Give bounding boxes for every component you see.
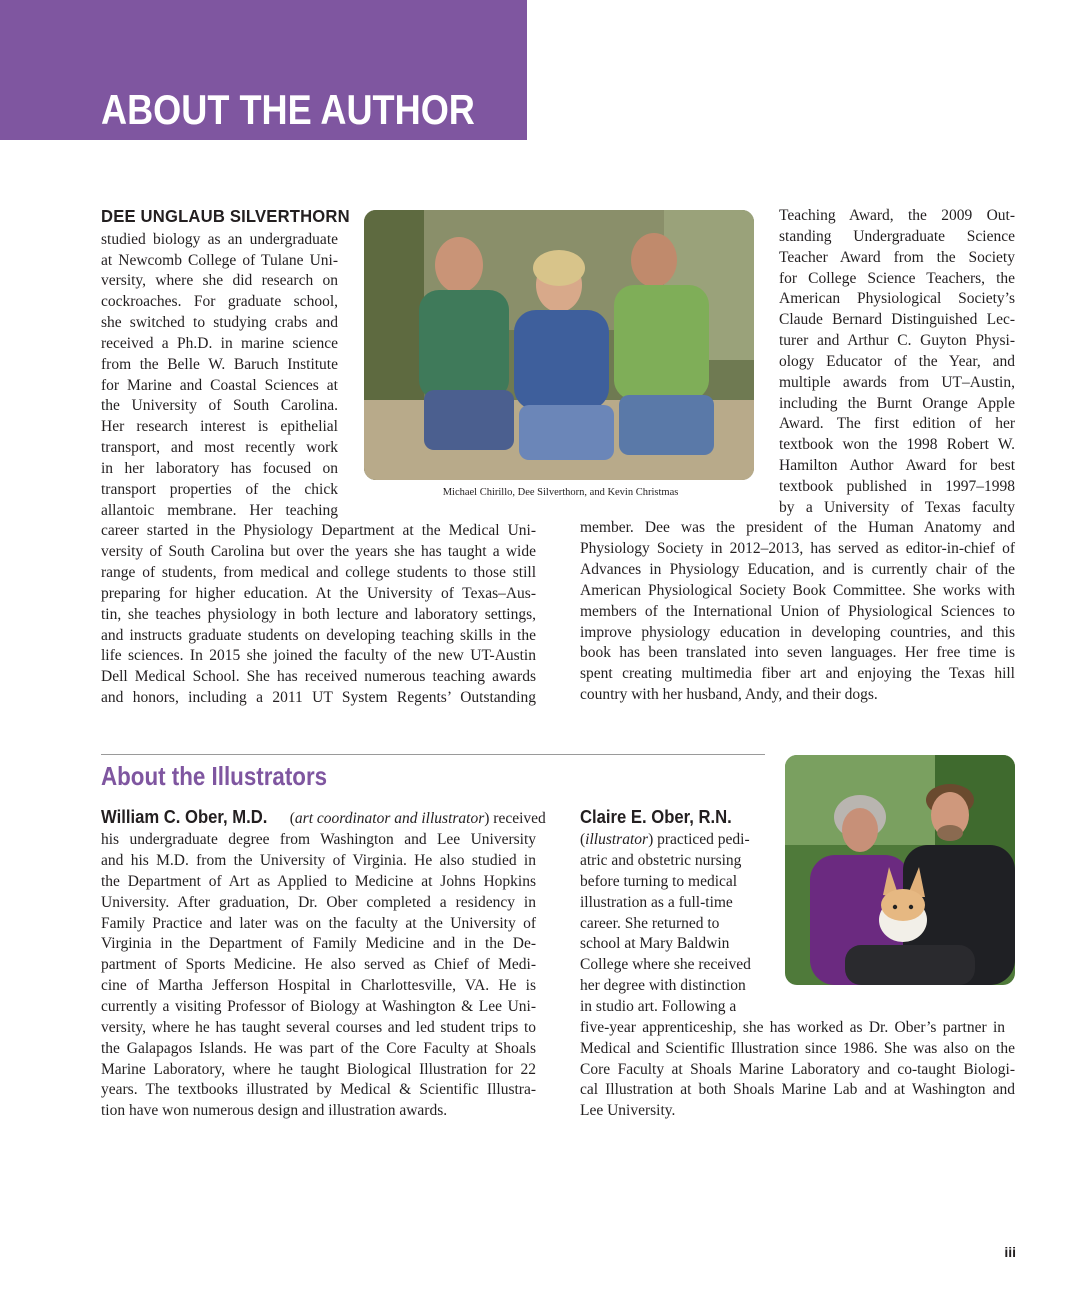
bio-line: country with her husband, Andy, and their dogs. (580, 686, 878, 703)
illustrator-name-claire-line (580, 806, 780, 828)
bio-line: ology Educator of the Year, and (779, 353, 1015, 370)
bio-line: including the Burnt Orange Apple (779, 395, 1015, 412)
bio-line: Hamilton Author Award for best (779, 457, 1015, 474)
illustrator-name-william: William C. Ober, M.D. (101, 806, 268, 827)
bio-line: years. The textbooks illustrated by Medical & Scientific Illustra- (101, 1081, 536, 1098)
bio-line: and honors, including a 2011 UT System Regents’ Outstanding (101, 689, 536, 706)
bio-line: his undergraduate degree from Washington and Lee University (101, 831, 536, 848)
bio-line: turer and Arthur C. Guyton Physi- (779, 332, 1015, 349)
bio-line: at Newcomb College of Tulane Uni- (101, 252, 338, 269)
bio-line: Physiology Society in 2012–2013, has served as editor-in-chief of (580, 540, 1015, 557)
bio-line: in her laboratory has focused on (101, 460, 338, 477)
bio-line: she switched to studying crabs and (101, 314, 338, 331)
claire-first-line: (illustrator) practiced pedi- (580, 831, 750, 848)
bio-line: from the Belle W. Baruch Institute (101, 356, 338, 373)
bio-line: Teacher Award from the Society (779, 249, 1015, 266)
photo-caption: Michael Chirillo, Dee Silverthorn, and Kevin Christmas (442, 487, 679, 498)
bio-line: and his M.D. from the University of Virginia. He also studied in (101, 852, 536, 869)
bio-line: transport properties of the chick (101, 481, 338, 498)
claire-role: illustrator (585, 831, 649, 848)
bio-line: members of the International Union of Physiological Sciences to (580, 603, 1015, 620)
bio-line: cine of Martha Jefferson Hospital in Charlottesville, VA. He is (101, 977, 536, 994)
bio-line: book has been translated into seven languages. Her free time is (580, 644, 1015, 661)
illustrator-name-claire: Claire E. Ober, R.N. (580, 806, 732, 827)
bio-line: studied biology as an undergraduate (101, 231, 338, 248)
bio-line: illustration as a full-time (580, 894, 733, 911)
bio-line: and instructs graduate students on developing teaching skills in the (101, 627, 536, 644)
bio-line: versity, where he has taught several courses and led student trips to (101, 1019, 536, 1036)
bio-line: spent creating multimedia fiber art and enjoying the Texas hill (580, 665, 1015, 682)
bio-line: career started in the Physiology Department at the Medical Uni- (101, 522, 536, 539)
bio-line: tin, she teaches physiology in both lecture and laboratory settings, (101, 606, 536, 623)
bio-line: College where she received (580, 956, 751, 973)
bio-line: currently a visiting Professor of Biology at Washington & Lee Uni- (101, 998, 536, 1015)
bio-line: partment of Sports Medicine. He also served as Chief of Medi- (101, 956, 536, 973)
bio-line: range of students, from medical and college students to those still (101, 564, 536, 581)
bio-line: improve physiology education in developing countries, and this (580, 624, 1015, 641)
author-photo (364, 210, 754, 480)
bio-line: cal Illustration at both Shoals Marine Lab and at Washington and (580, 1081, 1015, 1098)
bio-line: University. After graduation, Dr. Ober completed a residency in (101, 894, 536, 911)
bio-line: school at Mary Baldwin (580, 935, 730, 952)
bio-line: cockroaches. For graduate school, (101, 293, 338, 310)
william-first-line-tail: received (493, 810, 546, 827)
bio-line: the Department of Art as Applied to Medicine at Johns Hopkins (101, 873, 536, 890)
bio-line: Medical and Scientific Illustration since 1986. She was also on the (580, 1040, 1015, 1057)
illustrators-heading: About the Illustrators (101, 761, 328, 791)
bio-line: tion have won numerous design and illustration awards. (101, 1102, 448, 1119)
bio-line: Virginia in the Department of Family Medicine and in the De- (101, 935, 536, 952)
bio-line: multiple awards from UT–Austin, (779, 374, 1015, 391)
bio-line: before turning to medical (580, 873, 738, 890)
claire-first-line-tail: practiced pedi- (657, 831, 750, 848)
bio-line: her degree with distinction (580, 977, 746, 994)
bio-line: life sciences. In 2015 she joined the faculty of the new UT-Austin (101, 647, 536, 664)
bio-line: Her research interest is epithelial (101, 418, 338, 435)
section-divider (101, 754, 765, 755)
header-banner (0, 0, 527, 140)
bio-line: allantoic membrane. Her teaching (101, 502, 338, 519)
william-role: art coordinator and illustrator (294, 810, 485, 827)
bio-line: in studio art. Following a (580, 998, 737, 1015)
bio-line: Marine Laboratory, where he taught Biological Illustration for 22 (101, 1061, 536, 1078)
bio-line: career. She returned to (580, 915, 720, 932)
bio-line: received a Ph.D. in marine science (101, 335, 338, 352)
bio-line: Teaching Award, the 2009 Out- (779, 207, 1015, 224)
bio-line: for Marine and Coastal Sciences at (101, 377, 338, 394)
bio-line: by a University of Texas faculty (779, 499, 1015, 516)
bio-line: Advances in Physiology Education, and is currently chair of the (580, 561, 1015, 578)
bio-line: textbook won the 1998 Robert W. (779, 436, 1015, 453)
bio-line: atric and obstetric nursing (580, 852, 742, 869)
bio-line: standing Undergraduate Science (779, 228, 1015, 245)
page-title: ABOUT THE AUTHOR (101, 86, 475, 133)
bio-line: the Galapagos Islands. He was part of the Core Faculty at Shoals (101, 1040, 536, 1057)
bio-line: versity of South Carolina but over the years she has taught a wide (101, 543, 536, 560)
bio-line: Core Faculty at Shoals Marine Laboratory and co-taught Biologi- (580, 1061, 1015, 1078)
bio-line: member. Dee was the president of the Human Anatomy and (580, 519, 1015, 536)
page-number: iii (1004, 1244, 1016, 1260)
bio-line: preparing for higher education. At the University of Texas–Aus- (101, 585, 536, 602)
bio-line: Award. The first edition of her (779, 415, 1015, 432)
bio-line: versity, where she did research on (101, 272, 338, 289)
bio-line: Dell Medical School. She has received numerous teaching awards (101, 668, 536, 685)
illustrators-photo (785, 755, 1015, 985)
bio-line: five-year apprenticeship, she has worked as Dr. Ober’s partner in (580, 1019, 1005, 1036)
bio-line: transport, and most recently work (101, 439, 338, 456)
bio-line: textbook published in 1997–1998 (779, 478, 1015, 495)
william-first-line: William C. Ober, M.D. (art coordinator and illustrator) received (101, 806, 546, 827)
bio-line: Claude Bernard Distinguished Lec- (779, 311, 1015, 328)
bio-line: the University of South Carolina. (101, 397, 338, 414)
bio-line: Family Practice and later was on the faculty at the University of (101, 915, 536, 932)
bio-line: Lee University. (580, 1102, 676, 1119)
bio-line: American Physiological Society’s (779, 290, 1015, 307)
bio-line: for College Science Teachers, the (779, 270, 1015, 287)
author-name: DEE UNGLAUB SILVERTHORN (101, 206, 350, 226)
bio-line: American Physiological Society Book Committee. She works with (580, 582, 1015, 599)
